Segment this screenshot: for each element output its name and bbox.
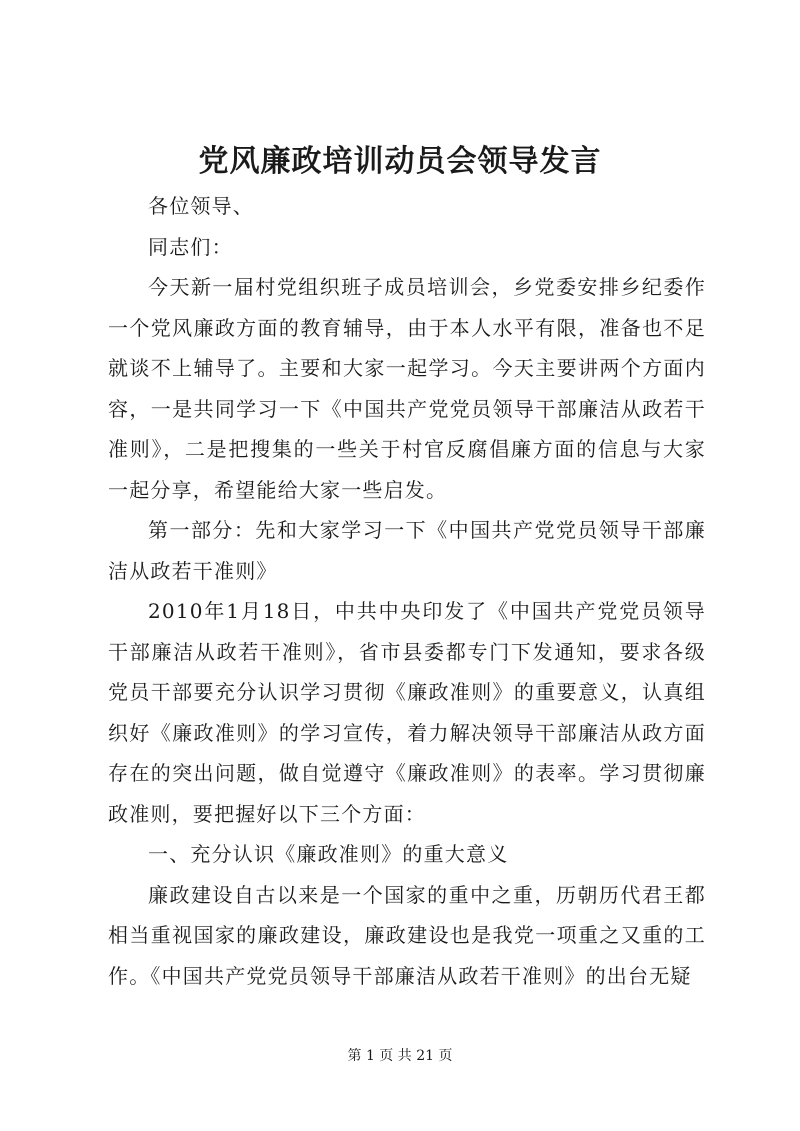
paragraph: 2010年1月18日，中共中央印发了《中国共产党党员领导干部廉洁从政若干准则》，省市县委都专门下发通知，要求各级党员干部要充分认识学习贯彻《廉政准则》的重要意义，认真组织好《廉政准则》的学习宣传，着力解决领导干部廉洁从政方面存在的突出问题，做自觉遵守《廉政准则》的表率。学习贯彻廉政准则，要把握好以下三个方面： xyxy=(108,599,706,826)
paragraph: 同志们： xyxy=(148,234,233,259)
document-title: 党风廉政培训动员会领导发言 xyxy=(198,144,602,179)
paragraph: 今天新一届村党组织班子成员培训会，乡党委安排乡纪委作一个党风廉政方面的教育辅导，由于本人水平有限，准备也不足就谈不上辅导了。主要和大家一起学习。今天主要讲两个方面内容，一是共同学习一下《中国共产党党员领导干部廉洁从政若干准则》，二是把搜集的一些关于村官反腐倡廉方面的信息与大家一起分享，希望能给大家一些启发。 xyxy=(108,275,706,502)
page-footer: 第 1 页 共 21 页 xyxy=(347,1048,453,1064)
paragraph: 第一部分：先和大家学习一下《中国共产党党员领导干部廉洁从政若干准则》 xyxy=(108,518,706,583)
paragraph: 一、充分认识《廉政准则》的重大意义 xyxy=(148,842,509,866)
document-body xyxy=(108,186,706,996)
paragraph: 廉政建设自古以来是一个国家的重中之重，历朝历代君王都相当重视国家的廉政建设，廉政建设也是我党一项重之又重的工作。《中国共产党党员领导干部廉洁从政若干准则》的出台无疑 xyxy=(108,882,706,988)
paragraph: 各位领导、 xyxy=(148,194,254,218)
